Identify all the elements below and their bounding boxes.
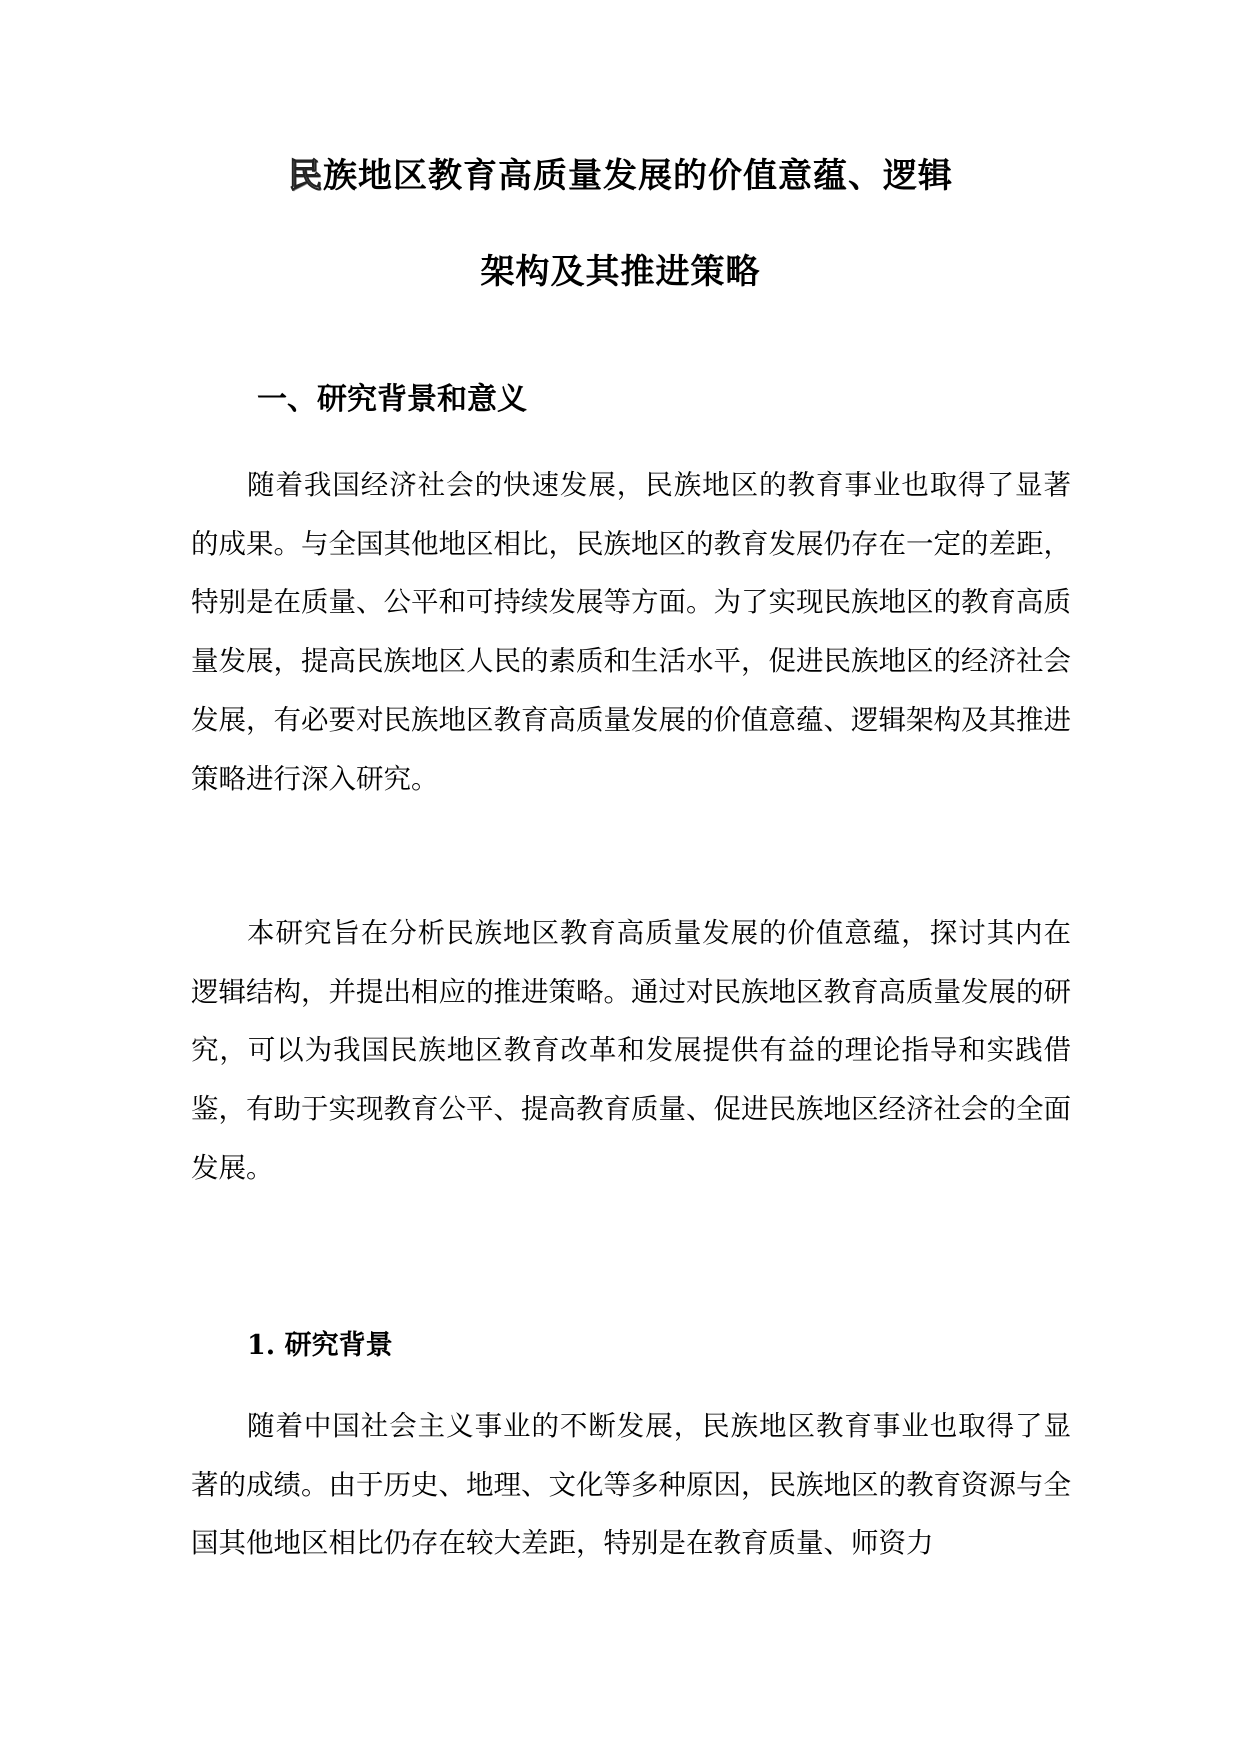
- title-line-1-text: 族地区教育高质量发展的价值意蕴、逻辑: [323, 156, 953, 196]
- document-title-line-2: 架构及其推进策略: [480, 252, 761, 292]
- body-paragraph: 随着中国社会主义事业的不断发展，民族地区教育事业也取得了显著的成绩。由于历史、地理、文化等多种原因，民族地区的教育资源与全国其他地区相比仍存在较大差距，特别是在教育质量、师资力: [191, 1410, 1071, 1560]
- body-paragraph: 随着我国经济社会的快速发展，民族地区的教育事业也取得了显著的成果。与全国其他地区相比，民族地区的教育发展仍存在一定的差距，特别是在质量、公平和可持续发展等方面。为了实现民族地区的教育高质量发展，提高民族地区人民的素质和生活水平，促进民族地区的经济社会发展，有必要对民族地区教育高质量发展的价值意蕴、逻辑架构及其推进策略进行深入研究。: [191, 469, 1071, 795]
- document-title-line-1: [0, 156, 1241, 196]
- title-drop-char: 民: [288, 156, 323, 196]
- subsection-heading: 1. 研究背景: [247, 1330, 393, 1361]
- section-heading: 一、研究背景和意义: [257, 382, 527, 417]
- body-paragraph: 本研究旨在分析民族地区教育高质量发展的价值意蕴，探讨其内在逻辑结构，并提出相应的推进策略。通过对民族地区教育高质量发展的研究，可以为我国民族地区教育改革和发展提供有益的理论指导和实践借鉴，有助于实现教育公平、提高教育质量、促进民族地区经济社会的全面发展。: [191, 917, 1071, 1184]
